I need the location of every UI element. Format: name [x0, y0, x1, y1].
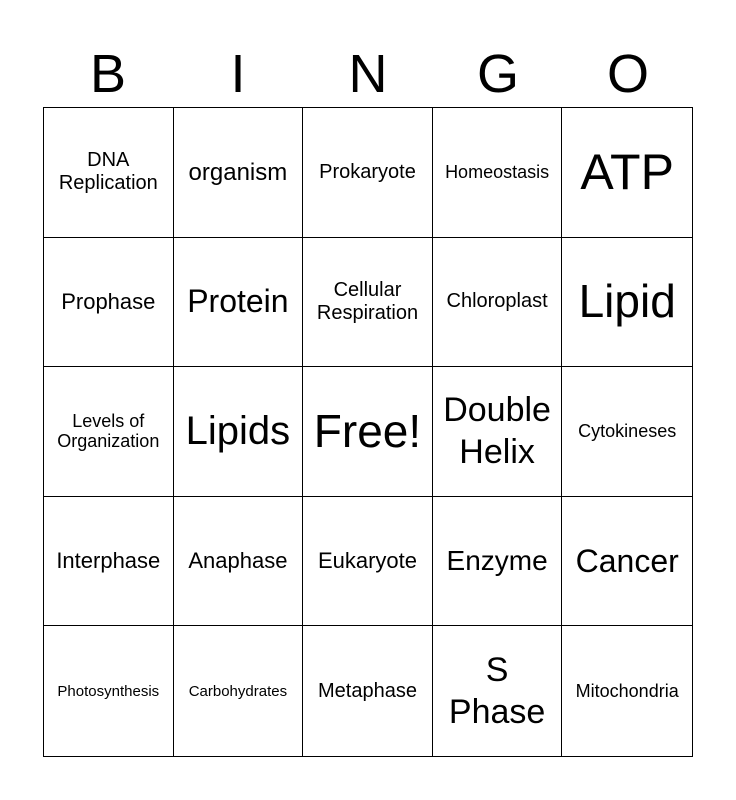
bingo-cell[interactable]: Metaphase [303, 626, 433, 756]
bingo-cell[interactable]: Cancer [562, 497, 692, 627]
bingo-header [43, 40, 693, 108]
header-letter-g: G [476, 44, 519, 104]
bingo-cell[interactable]: DNA Replication [44, 108, 174, 238]
bingo-cell[interactable]: Interphase [44, 497, 174, 627]
bingo-cell[interactable]: Prophase [44, 238, 174, 368]
bingo-cell[interactable]: ATP [562, 108, 692, 238]
bingo-cell[interactable]: Cytokineses [562, 367, 692, 497]
bingo-cell[interactable]: organism [174, 108, 304, 238]
bingo-cell[interactable]: Photosynthesis [44, 626, 174, 756]
bingo-cell[interactable]: Double Helix [433, 367, 563, 497]
bingo-cell[interactable]: Mitochondria [575, 680, 679, 701]
bingo-cell[interactable]: Lipids [174, 367, 304, 497]
bingo-cell[interactable]: Free! [303, 367, 433, 497]
header-letter-i: I [230, 44, 246, 104]
bingo-cell[interactable]: Levels of Organization [44, 367, 174, 497]
bingo-cell[interactable]: Chloroplast [433, 238, 563, 368]
bingo-cell[interactable]: Eukaryote [303, 497, 433, 627]
bingo-cell[interactable]: Cellular Respiration [303, 238, 433, 368]
bingo-cell[interactable]: Protein [174, 238, 304, 368]
bingo-cell[interactable]: S Phase [433, 626, 563, 756]
header-letter-n: N [348, 44, 388, 104]
bingo-cell[interactable]: Enzyme [433, 497, 563, 627]
bingo-cell[interactable]: Anaphase [174, 497, 304, 627]
bingo-card-grid [43, 107, 693, 757]
bingo-cell[interactable]: Homeostasis [433, 108, 563, 238]
header-letter-o: O [606, 44, 649, 104]
bingo-cell[interactable]: Prokaryote [303, 108, 433, 238]
bingo-cell[interactable]: Carbohydrates [174, 626, 304, 756]
header-letter-b: B [89, 44, 127, 104]
bingo-cell[interactable]: Lipid [562, 238, 692, 368]
